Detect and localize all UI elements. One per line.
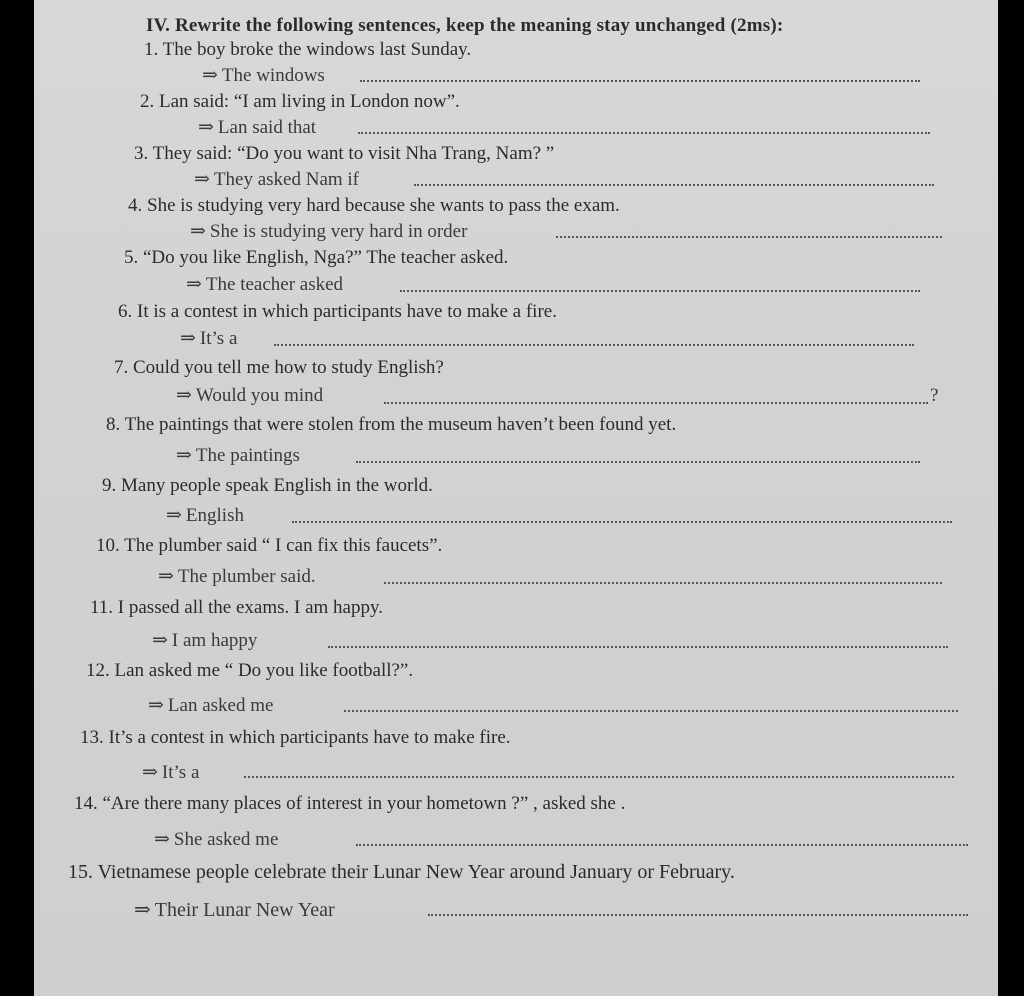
answer-blank-1[interactable] <box>360 80 920 82</box>
arrow-icon: ⇒ <box>148 695 164 716</box>
arrow-icon: ⇒ <box>186 274 202 295</box>
answer-blank-7[interactable] <box>384 402 928 404</box>
answer-prompt-4 <box>190 222 467 241</box>
arrow-icon: ⇒ <box>142 762 158 783</box>
arrow-icon: ⇒ <box>176 445 192 466</box>
question-6: 6. It is a contest in which participants have to make a fire. <box>118 301 557 322</box>
question-4: 4. She is studying very hard because she wants to pass the exam. <box>128 195 620 216</box>
question-5: 5. “Do you like English, Nga?” The teacher asked. <box>124 247 509 268</box>
question-3: 3. They said: “Do you want to visit Nha Trang, Nam? ” <box>134 143 555 164</box>
answer-stem: The teacher asked <box>205 274 344 295</box>
answer-prompt-8 <box>176 446 300 465</box>
arrow-icon: ⇒ <box>194 169 210 190</box>
question-mark: ? <box>930 385 939 406</box>
answer-stem: It’s a <box>161 762 200 783</box>
answer-stem: Lan said that <box>217 117 317 138</box>
answer-stem: She is studying very hard in order <box>209 221 468 242</box>
answer-prompt-9 <box>166 506 244 525</box>
answer-prompt-13 <box>142 763 199 782</box>
answer-prompt-15 <box>134 900 335 920</box>
answer-prompt-11 <box>152 631 257 650</box>
answer-stem: Their Lunar New Year <box>154 899 335 921</box>
answer-stem: She asked me <box>173 829 279 850</box>
answer-blank-2[interactable] <box>358 132 930 134</box>
question-8: 8. The paintings that were stolen from the museum haven’t been found yet. <box>106 414 677 435</box>
question-10: 10. The plumber said “ I can fix this faucets”. <box>96 535 443 556</box>
answer-prompt-14 <box>154 830 278 849</box>
worksheet-page <box>34 0 998 996</box>
question-12: 12. Lan asked me “ Do you like football?”. <box>86 660 414 681</box>
answer-prompt-6 <box>180 329 237 348</box>
answer-blank-4[interactable] <box>556 236 942 238</box>
answer-stem: The windows <box>221 65 325 86</box>
answer-blank-15[interactable] <box>428 914 968 916</box>
question-14: 14. “Are there many places of interest in your hometown ?” , asked she . <box>74 793 626 814</box>
answer-blank-12[interactable] <box>344 710 958 712</box>
answer-stem: They asked Nam if <box>213 169 360 190</box>
arrow-icon: ⇒ <box>152 630 168 651</box>
question-11: 11. I passed all the exams. I am happy. <box>90 597 384 618</box>
arrow-icon: ⇒ <box>190 221 206 242</box>
question-13: 13. It’s a contest in which participants have to make fire. <box>80 727 511 748</box>
question-15: 15. Vietnamese people celebrate their Lunar New Year around January or February. <box>68 861 735 883</box>
arrow-icon: ⇒ <box>134 899 151 921</box>
answer-stem: The plumber said. <box>177 566 316 587</box>
answer-stem: The paintings <box>195 445 300 466</box>
arrow-icon: ⇒ <box>180 328 196 349</box>
arrow-icon: ⇒ <box>176 385 192 406</box>
answer-stem: It’s a <box>199 328 238 349</box>
question-9: 9. Many people speak English in the world. <box>102 475 433 496</box>
answer-blank-13[interactable] <box>244 776 954 778</box>
question-1: 1. The boy broke the windows last Sunday. <box>144 39 472 60</box>
answer-stem: Lan asked me <box>167 695 274 716</box>
answer-blank-6[interactable] <box>274 344 914 346</box>
answer-prompt-10 <box>158 567 316 586</box>
answer-blank-3[interactable] <box>414 184 934 186</box>
answer-prompt-12 <box>148 696 273 715</box>
answer-prompt-2 <box>198 118 316 137</box>
answer-blank-11[interactable] <box>328 646 948 648</box>
answer-stem: I am happy <box>171 630 258 651</box>
arrow-icon: ⇒ <box>154 829 170 850</box>
answer-stem: English <box>185 505 244 526</box>
answer-blank-8[interactable] <box>356 461 920 463</box>
section-heading: IV. Rewrite the following sentences, keep the meaning stay unchanged (2ms): <box>146 15 784 36</box>
answer-blank-14[interactable] <box>356 844 968 846</box>
answer-stem: Would you mind <box>195 385 324 406</box>
answer-prompt-1 <box>202 66 325 85</box>
answer-prompt-7 <box>176 386 323 405</box>
answer-blank-5[interactable] <box>400 290 920 292</box>
answer-prompt-3 <box>194 170 359 189</box>
question-7: 7. Could you tell me how to study English? <box>114 357 444 378</box>
arrow-icon: ⇒ <box>198 117 214 138</box>
answer-blank-9[interactable] <box>292 521 952 523</box>
arrow-icon: ⇒ <box>202 65 218 86</box>
answer-prompt-5 <box>186 275 343 294</box>
arrow-icon: ⇒ <box>166 505 182 526</box>
question-2: 2. Lan said: “I am living in London now”. <box>140 91 460 112</box>
answer-blank-10[interactable] <box>384 582 942 584</box>
arrow-icon: ⇒ <box>158 566 174 587</box>
